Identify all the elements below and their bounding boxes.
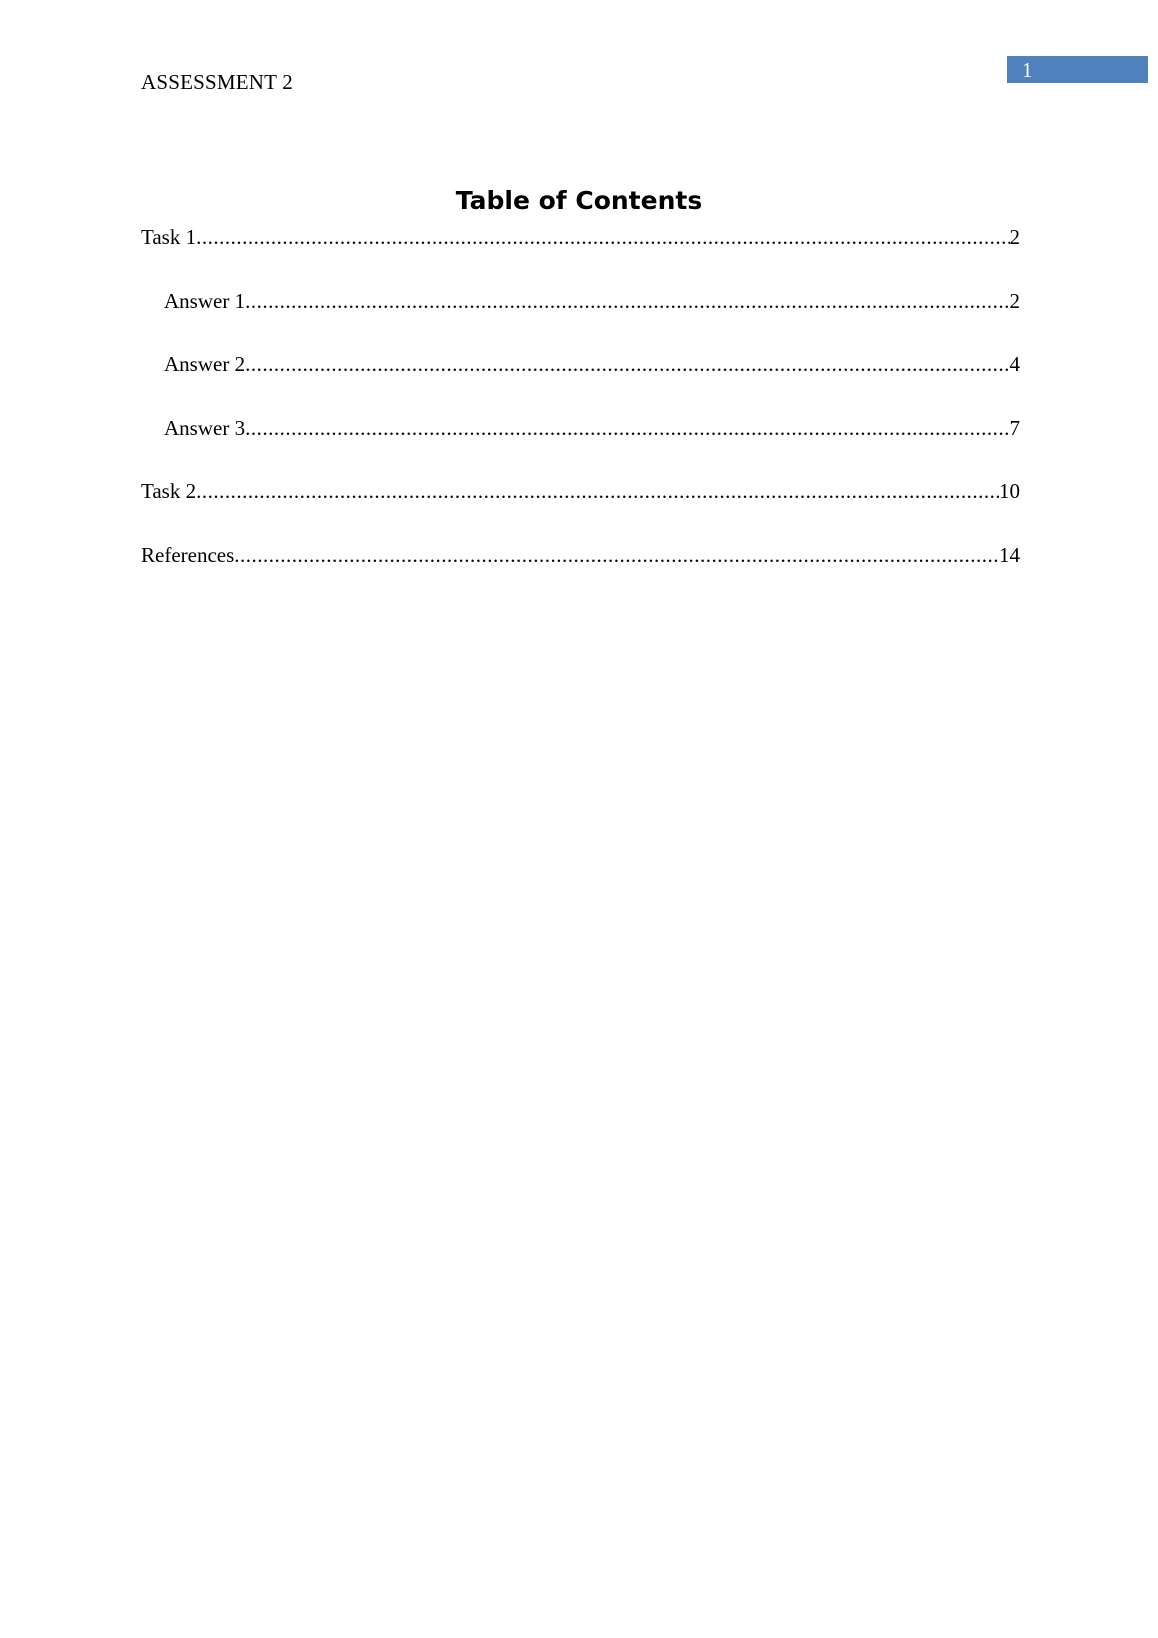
toc-entry-page: 10 [999,479,1020,503]
toc-dot-leader [245,415,1009,441]
toc-entry-page: 2 [1009,225,1020,249]
toc-entry-task-1[interactable] [141,224,1020,250]
toc-entry-task-2[interactable] [141,478,1020,504]
toc-entry-references[interactable] [141,542,1020,568]
toc-entry-answer-1[interactable] [164,288,1020,314]
running-header-title: ASSESSMENT 2 [141,70,293,94]
toc-entry-page: 2 [1009,289,1020,313]
toc-entry-label: Answer 3 [164,416,246,440]
toc-entry-label: Answer 2 [164,352,246,376]
page-number-badge [1007,56,1148,83]
toc-entry-label: Task 2 [141,479,197,503]
toc-dot-leader [245,288,1009,314]
toc-heading: Table of Contents [455,186,703,215]
toc-entry-page: 4 [1009,352,1020,376]
toc-entry-answer-2[interactable] [164,351,1020,377]
toc-dot-leader [196,478,999,504]
toc-entry-answer-3[interactable] [164,415,1020,441]
toc-entry-label: Answer 1 [164,289,246,313]
page-number: 1 [1022,58,1033,82]
toc-dot-leader [196,224,1009,250]
toc-dot-leader [234,542,999,568]
toc-dot-leader [245,351,1009,377]
toc-entry-label: References [141,543,235,567]
toc-entry-page: 14 [999,543,1020,567]
toc-entry-label: Task 1 [141,225,197,249]
toc-entry-page: 7 [1009,416,1020,440]
